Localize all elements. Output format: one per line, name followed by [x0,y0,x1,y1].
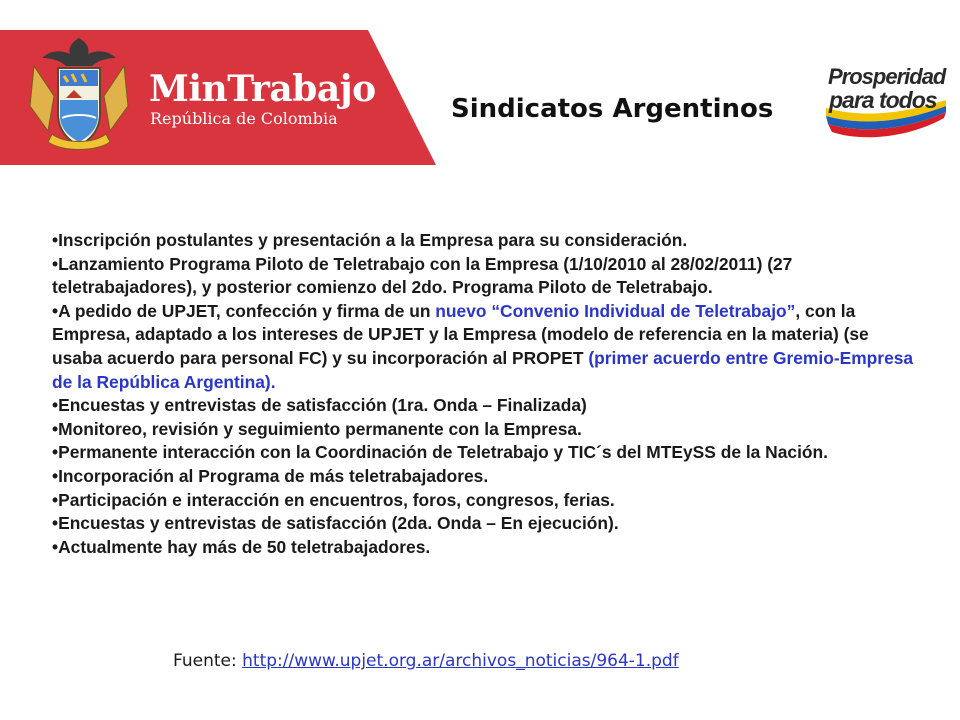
prosperidad-line1: Prosperidad [828,64,946,89]
bullet-list [52,229,922,559]
list-item: •Lanzamiento Programa Piloto de Teletrabajo con la Empresa (1/10/2010 al 28/02/2011) (27 teletrabajadores), y posterior comienzo del 2do. Programa Piloto de Teletrabajo. [52,253,793,298]
source-link[interactable]: http://www.upjet.org.ar/archivos_noticias/964-1.pdf [242,651,679,671]
slide-title: Sindicatos Argentinos [451,94,774,124]
source-label: Fuente: [173,651,243,671]
list-item-text: , con la Empresa, adaptado a los intereses de UPJET y la Empresa (modelo de referencia en la materia) (se usaba acuerdo para personal FC) y su incorporación al PROPET [52,300,869,368]
brand-name: MinTrabajo [149,68,376,110]
highlight-convenio: nuevo “Convenio Individual de Teletrabajo” [435,300,796,321]
list-item: •Monitoreo, revisión y seguimiento permanente con la Empresa. [52,418,582,439]
header-banner [0,30,436,165]
brand-subtitle: República de Colombia [150,109,338,128]
list-item [52,300,922,394]
list-item: •Inscripción postulantes y presentación a la Empresa para su consideración. [52,230,688,250]
list-item: •Encuestas y entrevistas de satisfacción (1ra. Onda – Finalizada) [52,395,587,416]
highlight-acuerdo: (primer acuerdo entre Gremio-Empresa de la República Argentina). [52,347,914,392]
list-item: •Permanente interacción con la Coordinación de Teletrabajo y TIC´s del MTEySS de la Nación. [52,442,828,463]
list-item: •Participación e interacción en encuentros, foros, congresos, ferias. [52,489,615,510]
list-item: •Incorporación al Programa de más teletrabajadores. [52,465,489,486]
prosperidad-logo [822,50,950,142]
source-footer [173,651,679,671]
list-item: •Actualmente hay más de 50 teletrabajadores. [52,536,431,557]
list-item-text: •A pedido de UPJET, confección y firma de un [52,300,436,321]
list-item: •Encuestas y entrevistas de satisfacción (2da. Onda – En ejecución). [52,513,619,534]
prosperidad-line2: para todos [829,87,937,113]
coat-of-arms-icon [24,36,134,156]
